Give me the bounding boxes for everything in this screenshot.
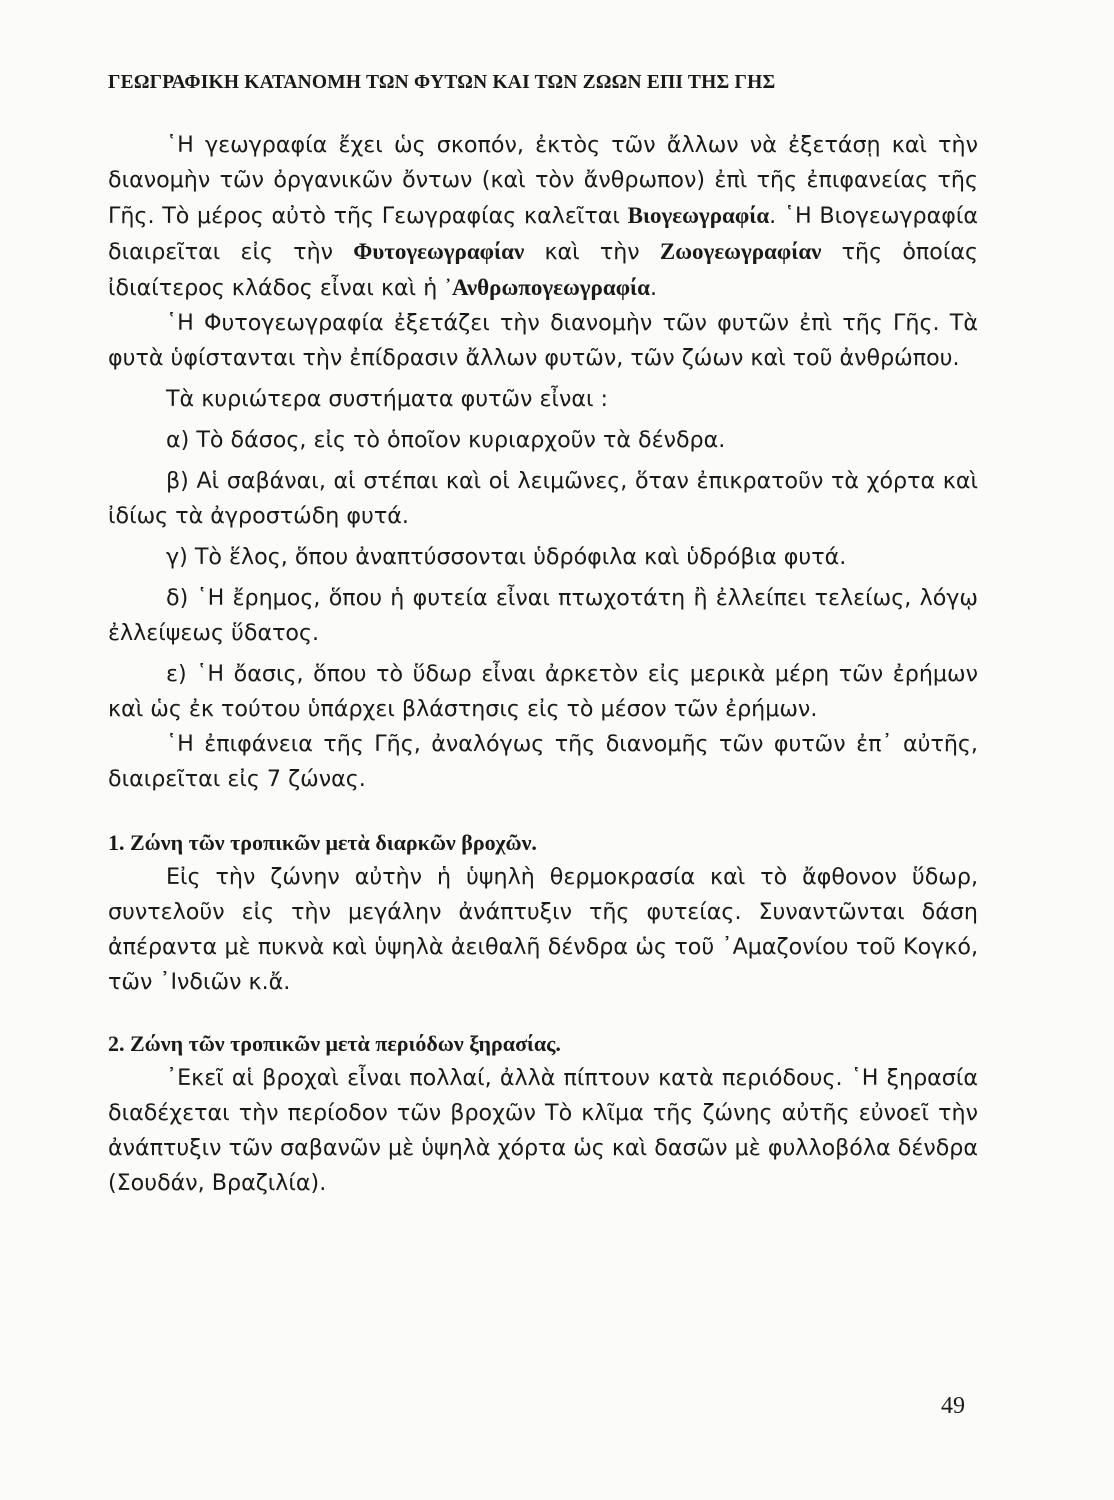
intro-p1-text-d: τῆς ὁποίας ἰδιαίτερος κλάδος εἶναι καὶ ἡ (108, 239, 978, 301)
intro-p1-text-c: καὶ τὴν (524, 239, 660, 265)
intro-paragraph-3: Τὰ κυριώτερα συστήματα φυτῶν εἶναι : (166, 386, 609, 412)
intro-paragraph-1 (108, 128, 978, 306)
intro-p1-text-a: ῾Η γεωγραφία ἔχει ὡς σκοπόν, ἐκτὸς τῶν ἄλλων νὰ ἐξετάσῃ καὶ τὴν διανομὴν τῶν ὀργανικῶν ὄντων (καὶ τὸν ἄνθρωπον) ἐπὶ τῆς ἐπιφανείας τῆς Γῆς. Τὸ μέρος αὐτὸ τῆς Γεωγραφίας καλεῖται (108, 132, 978, 229)
section-1-body: Εἰς τὴν ζώνην αὐτὴν ἡ ὑψηλὴ θερμοκρασία καὶ τὸ ἄφθονον ὕδωρ, συντελοῦν εἰς τὴν μεγάλην ἀνάπτυξιν τῆς φυτείας. Συναντῶνται δάση ἀπέραντα μὲ πυκνὰ καὶ ὑψηλὰ ἀειθαλῆ δένδρα ὡς τοῦ ᾿Αμαζονίου τοῦ Κογκό, τῶν ᾿Ινδιῶν κ.ἄ. (108, 864, 978, 995)
section-1-heading: 1. Ζώνη τῶν τροπικῶν μετὰ διαρκῶν βροχῶν. (108, 830, 537, 855)
section-2-heading: 2. Ζώνη τῶν τροπικῶν μετὰ περιόδων ξηρασίας. (108, 1031, 561, 1056)
page-number: 49 (941, 1393, 965, 1419)
list-item: β) Αἱ σαβάναι, αἱ στέπαι καὶ οἱ λειμῶνες, ὅταν ἐπικρατοῦν τὰ χόρτα καὶ ἰδίως τὰ ἀγροστώδη φυτά. (108, 468, 978, 529)
page-body (108, 128, 978, 1201)
intro-p1-text-e: . (650, 275, 658, 301)
term-biogeography: Βιογεωγραφία (627, 203, 770, 228)
intro-paragraph-4: ῾Η ἐπιφάνεια τῆς Γῆς, ἀναλόγως τῆς διανομῆς τῶν φυτῶν ἐπ᾿ αὐτῆς, διαιρεῖται εἰς 7 ζώνας. (108, 731, 978, 792)
term-zoogeography: Ζωογεωγραφίαν (659, 239, 822, 264)
term-anthropogeography: ᾿Ανθρωπογεωγραφία (444, 275, 651, 300)
list-item: γ) Τὸ ἕλος, ὅπου ἀναπτύσσονται ὑδρόφιλα καὶ ὑδρόβια φυτά. (166, 544, 847, 570)
intro-p1-text-b: . ῾Η Βιογεωγραφία διαιρεῖται εἰς τὴν (108, 203, 979, 265)
term-phytogeography: Φυτογεωγραφίαν (353, 239, 525, 264)
list-item: α) Τὸ δάσος, εἰς τὸ ὁποῖον κυριαρχοῦν τὰ δένδρα. (166, 427, 726, 453)
list-item: ε) ῾Η ὄασις, ὅπου τὸ ὕδωρ εἶναι ἀρκετὸν εἰς μερικὰ μέρη τῶν ἐρήμων καὶ ὡς ἐκ τούτου ὑπάρχει βλάστησις εἰς τὸ μέσον τῶν ἐρήμων. (108, 661, 978, 722)
list-item: δ) ῾Η ἔρημος, ὅπου ἡ φυτεία εἶναι πτωχοτάτη ἢ ἐλλείπει τελείως, λόγῳ ἐλλείψεως ὕδατος. (108, 585, 978, 646)
section-2-body: ᾿Εκεῖ αἱ βροχαὶ εἶναι πολλαί, ἀλλὰ πίπτουν κατὰ περιόδους. ῾Η ξηρασία διαδέχεται τὴν περίοδον τῶν βροχῶν Τὸ κλῖμα τῆς ζώνης αὐτῆς εὐνοεῖ τὴν ἀνάπτυξιν τῶν σαβανῶν μὲ ὑψηλὰ χόρτα ὡς καὶ δασῶν μὲ φυλλοβόλα δένδρα (Σουδάν, Βραζιλία). (108, 1065, 978, 1196)
page-title: ΓΕΩΓΡΑΦΙΚΗ ΚΑΤΑΝΟΜΗ ΤΩΝ ΦΥΤΩΝ ΚΑΙ ΤΩΝ ΖΩΩΝ ΕΠΙ ΤΗΣ ΓΗΣ (108, 72, 776, 93)
intro-paragraph-2: ῾Η Φυτογεωγραφία ἐξετάζει τὴν διανομὴν τῶν φυτῶν ἐπὶ τῆς Γῆς. Τὰ φυτὰ ὑφίστανται τὴν ἐπίδρασιν ἄλλων φυτῶν, τῶν ζώων καὶ τοῦ ἀνθρώπου. (108, 310, 978, 371)
